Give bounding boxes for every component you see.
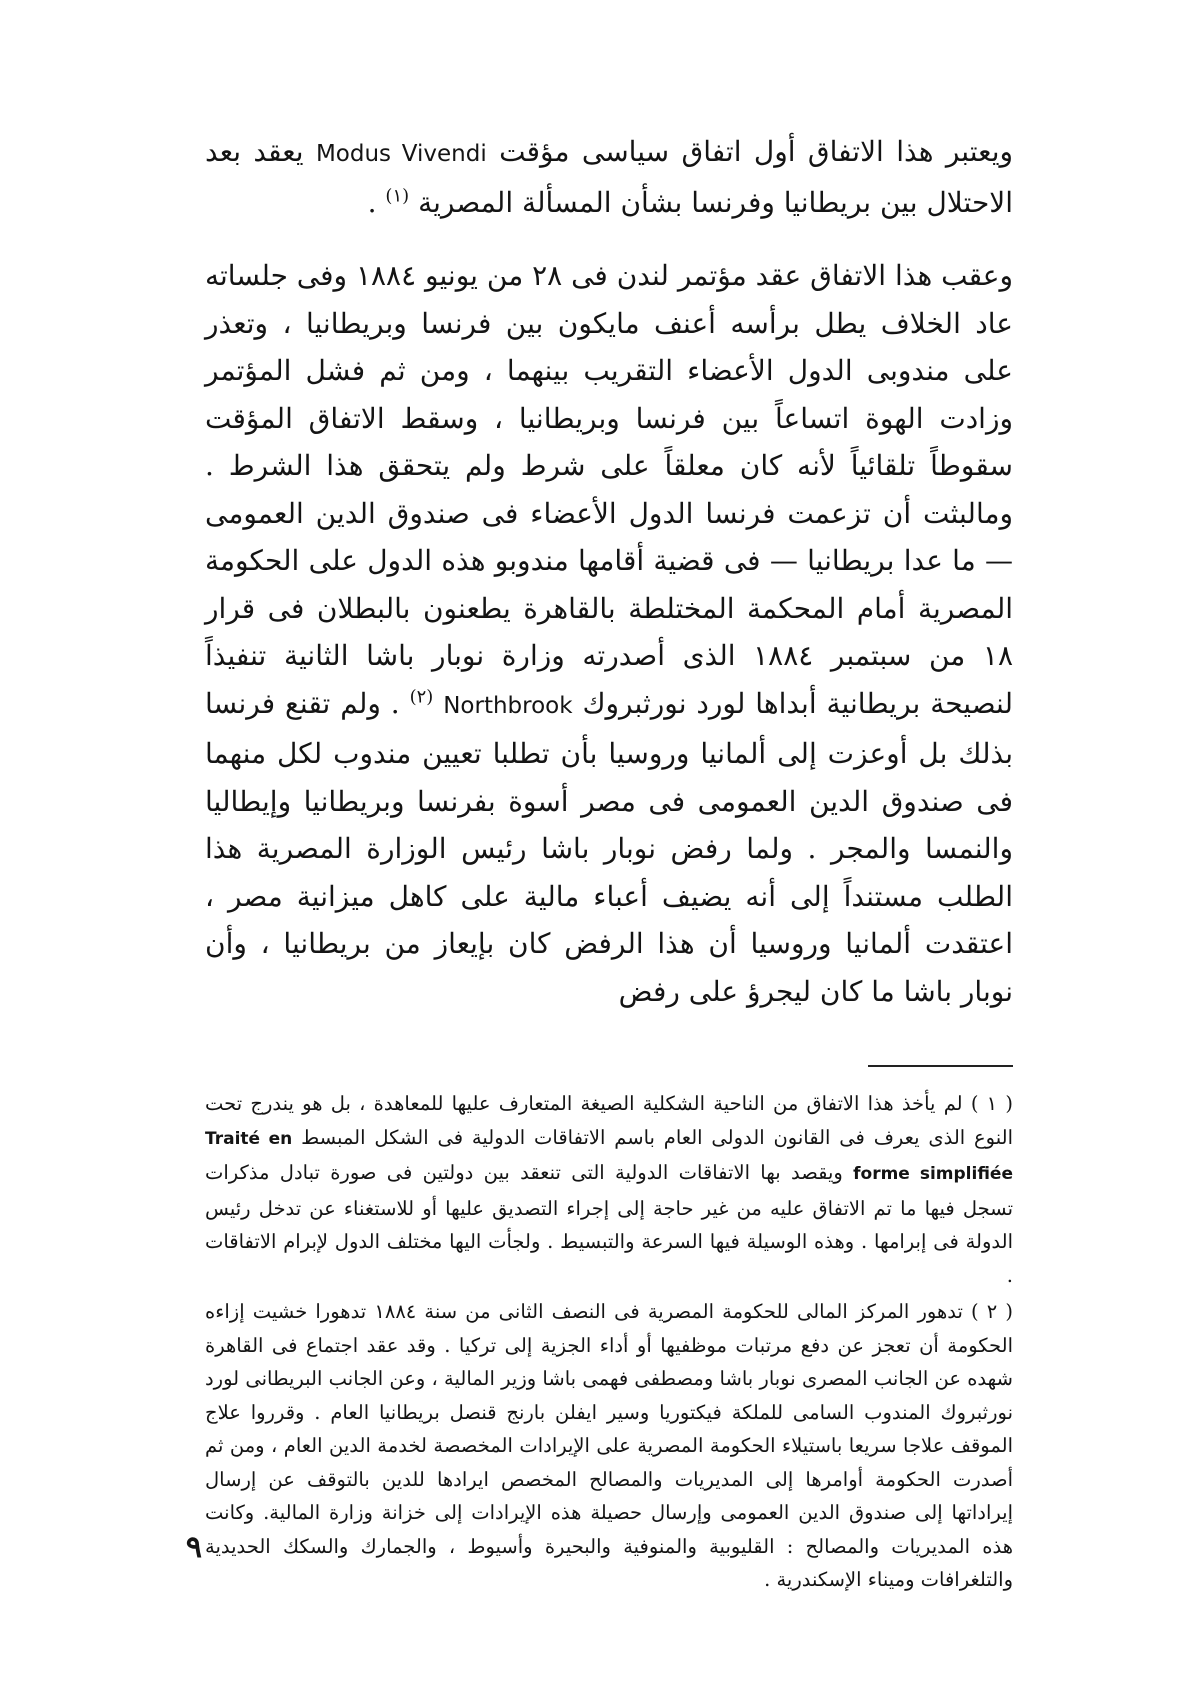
- paragraph-1: [205, 128, 1013, 226]
- latin-term-modus-vivendi: Modus Vivendi: [315, 141, 487, 167]
- footnote-2: [205, 1295, 1013, 1597]
- footnote-rule: [868, 1065, 1013, 1067]
- footnote-ref-1: (١): [385, 185, 410, 207]
- footnote-separator: [205, 1065, 1013, 1067]
- latin-term-traite: Traité en forme simplifiée: [205, 1128, 1013, 1184]
- paragraph-2-text-b: . ولم تقنع فرنسا بذلك بل أوعزت إلى ألمانيا وروسيا بأن تطلبا تعيين مندوب لكل منهما فى صندوق الدين العمومى فى مصر أسوة بفرنسا وبريطانيا وإيطاليا والنمسا والمجر . ولما رفض نوبار باشا رئيس الوزارة المصرية هذا الطلب مستنداً إلى أنه يضيف أعباء مالية على كاهل ميزانية مصر ، اعتقدت ألمانيا وروسيا أن هذا الرفض كان بإيعاز من بريطانيا ، وأن نوبار باشا ما كان ليجرؤ على رفض: [205, 686, 1013, 1008]
- paragraph-2-text-a: وعقب هذا الاتفاق عقد مؤتمر لندن فى ٢٨ من يونيو ١٨٨٤ وفى جلساته عاد الخلاف يطل برأسه أعنف مايكون بين فرنسا وبريطانيا ، وتعذر على مندوبى الدول الأعضاء التقريب بينهما ، ومن ثم فشل المؤتمر وزادت الهوة اتساعاً بين فرنسا وبريطانيا ، وسقط الاتفاق المؤقت سقوطاً تلقائياً لأنه كان معلقاً على شرط ولم يتحقق هذا الشرط . ومالبثت أن تزعمت فرنسا الدول الأعضاء فى صندوق الدين العمومى — ما عدا بريطانيا — فى قضية أقامها مندوبو هذه الدول على الحكومة المصرية أمام المحكمة المختلطة بالقاهرة يطعنون بالبطلان فى قرار ١٨ من سبتمبر ١٨٨٤ الذى أصدرته وزارة نوبار باشا الثانية تنفيذاً لنصيحة بريطانية أبداها لورد نورثبروك: [205, 259, 1013, 720]
- footnote-1-text-a: ( ١ ) لم يأخذ هذا الاتفاق من الناحية الشكلية الصيغة المتعارف عليها للمعاهدة ، بل هو يندرج تحت النوع الذى يعرف فى القانون الدولى العام باسم الاتفاقات الدولية فى الشكل المبسط: [205, 1092, 1013, 1149]
- footnote-ref-2: (٢): [409, 686, 434, 708]
- page-content: [205, 128, 1013, 1597]
- paragraph-2: [205, 252, 1013, 1015]
- paragraph-1-end: .: [367, 185, 377, 219]
- footnote-1: [205, 1087, 1013, 1292]
- page-number: ٩: [185, 1530, 202, 1565]
- paragraph-1-text-b: يعقد بعد الاحتلال بين بريطانيا وفرنسا بشأن المسألة المصرية: [205, 135, 1013, 219]
- footnote-1-text-b: ويقصد بها الاتفاقات الدولية التى تنعقد بين دولتين فى صورة تبادل مذكرات تسجل فيها ما تم الاتفاق عليه من غير حاجة إلى إجراء التصديق عليها أو للاستغناء عن تدخل رئيس الدولة فى إبرامها . وهذه الوسيلة فيها السرعة والتبسيط . ولجأت اليها مختلف الدول لإبرام الاتفاقات .: [205, 1161, 1014, 1287]
- paragraph-1-text-a: ويعتبر هذا الاتفاق أول اتفاق سياسى مؤقت: [499, 135, 1014, 168]
- latin-term-northbrook: Northbrook: [443, 692, 573, 719]
- footnote-2-text: ( ٢ ) تدهور المركز المالى للحكومة المصرية فى النصف الثانى من سنة ١٨٨٤ تدهورا خشيت إزاءه الحكومة أن تعجز عن دفع مرتبات موظفيها أو أداء الجزية إلى تركيا . وقد عقد اجتماع فى القاهرة شهده عن الجانب المصرى نوبار باشا ومصطفى فهمى باشا وزير المالية ، وعن الجانب البريطانى لورد نورثبروك المندوب السامى للملكة فيكتوريا وسير ايفلن بارنج قنصل بريطانيا العام . وقرروا علاج الموقف علاجا سريعا باستيلاء الحكومة المصرية على الإيرادات المخصصة لخدمة الدين العام ، ومن ثم أصدرت الحكومة أوامرها إلى المديريات والمصالح المخصص ايرادها للدين بالتوقف عن إرسال إيراداتها إلى صندوق الدين العمومى وإرسال حصيلة هذه الإيرادات إلى خزانة وزارة المالية. وكانت هذه المديريات والمصالح : القليوبية والمنوفية والبحيرة وأسيوط ، والجمارك والسكك الحديدية والتلغرافات وميناء الإسكندرية .: [205, 1300, 1013, 1591]
